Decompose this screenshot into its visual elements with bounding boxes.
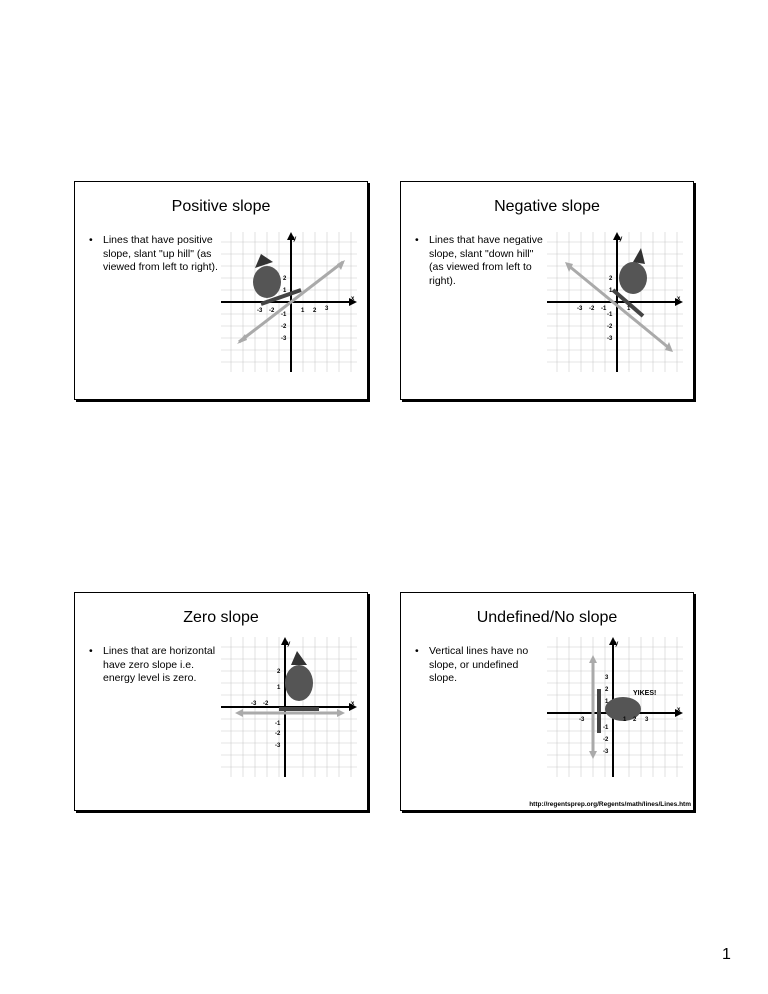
tick-y: -1 <box>275 721 281 727</box>
tick-y: -3 <box>275 743 281 749</box>
slide-title: Positive slope <box>171 198 271 215</box>
exclamation-text: YIKES! <box>633 690 657 697</box>
tick-y: 1 <box>277 685 281 691</box>
tick-y: -1 <box>281 312 287 318</box>
tick-y: 1 <box>283 288 287 294</box>
page-number: 1 <box>722 946 731 963</box>
bullet-dot: • <box>415 645 419 657</box>
tick-x: -3 <box>579 717 585 723</box>
tick-y: -2 <box>603 737 609 743</box>
bullet-dot: • <box>89 645 93 657</box>
bullet-dot: • <box>89 234 93 246</box>
tick-y: -2 <box>275 731 281 737</box>
tick-y: -3 <box>607 336 613 342</box>
axis-label-y: y <box>287 641 291 647</box>
tick-x: -3 <box>577 306 583 312</box>
axis-label-x: x <box>351 701 355 707</box>
tick-x: 3 <box>325 306 329 312</box>
bullet-item <box>89 234 221 275</box>
tick-y: 1 <box>605 699 609 705</box>
slide-undefined-slope <box>400 592 694 811</box>
axis-label-x: x <box>351 296 355 302</box>
tick-y: -2 <box>607 324 613 330</box>
positive-slope-graph <box>221 232 357 372</box>
slide-positive-slope <box>74 181 368 400</box>
tick-x: 2 <box>633 717 637 723</box>
tick-x: -2 <box>263 701 269 707</box>
slide-title: Negative slope <box>494 198 600 215</box>
zero-slope-graph <box>221 637 357 777</box>
tick-x: -1 <box>601 306 607 312</box>
axes <box>547 238 679 372</box>
axis-label-x: x <box>677 296 681 302</box>
tick-x: -2 <box>269 308 275 314</box>
axis-label-y: y <box>615 641 619 647</box>
tick-x: -2 <box>589 306 595 312</box>
tick-x: 2 <box>313 308 317 314</box>
tick-y: 1 <box>609 288 613 294</box>
tick-y: 2 <box>277 669 281 675</box>
bullet-text: Vertical lines have no slope, or undefined slope. <box>429 645 529 684</box>
axis-label-x: x <box>677 707 681 713</box>
tick-y: 2 <box>609 276 613 282</box>
tick-y: -1 <box>607 312 613 318</box>
tick-x: 1 <box>623 717 627 723</box>
axis-label-y: y <box>293 236 297 242</box>
source-url[interactable]: http://regentsprep.org/Regents/math/lines/Lines.htm <box>529 801 691 808</box>
tick-y: -3 <box>281 336 287 342</box>
slide-zero-slope <box>74 592 368 811</box>
slide-negative-slope <box>400 181 694 400</box>
slide-title: Undefined/No slope <box>476 609 618 626</box>
bullet-text: Lines that have negative slope, slant "down hill" (as viewed from left to right). <box>429 234 543 287</box>
bullet-item <box>415 645 547 686</box>
bullet-text: Lines that have positive slope, slant "up hill" (as viewed from left to right). <box>103 234 218 273</box>
tick-y: 2 <box>283 276 287 282</box>
axis-label-y: y <box>619 236 623 242</box>
tick-y: -2 <box>281 324 287 330</box>
tick-x: 3 <box>645 717 649 723</box>
tick-x: 1 <box>301 308 305 314</box>
skier-figure <box>253 254 301 304</box>
tick-x: -3 <box>251 701 257 707</box>
bullet-text: Lines that are horizontal have zero slope i.e. energy level is zero. <box>103 645 216 684</box>
negative-slope-graph <box>547 232 683 372</box>
tick-y: -3 <box>603 749 609 755</box>
slide-title: Zero slope <box>183 609 259 626</box>
tick-y: 3 <box>605 675 609 681</box>
bullet-item <box>89 645 221 686</box>
bullet-item <box>415 234 547 288</box>
tick-x: 1 <box>627 306 631 312</box>
tick-x: -3 <box>257 308 263 314</box>
tick-y: -1 <box>603 725 609 731</box>
tick-y: 2 <box>605 687 609 693</box>
bullet-dot: • <box>415 234 419 246</box>
undefined-slope-graph <box>547 637 683 777</box>
